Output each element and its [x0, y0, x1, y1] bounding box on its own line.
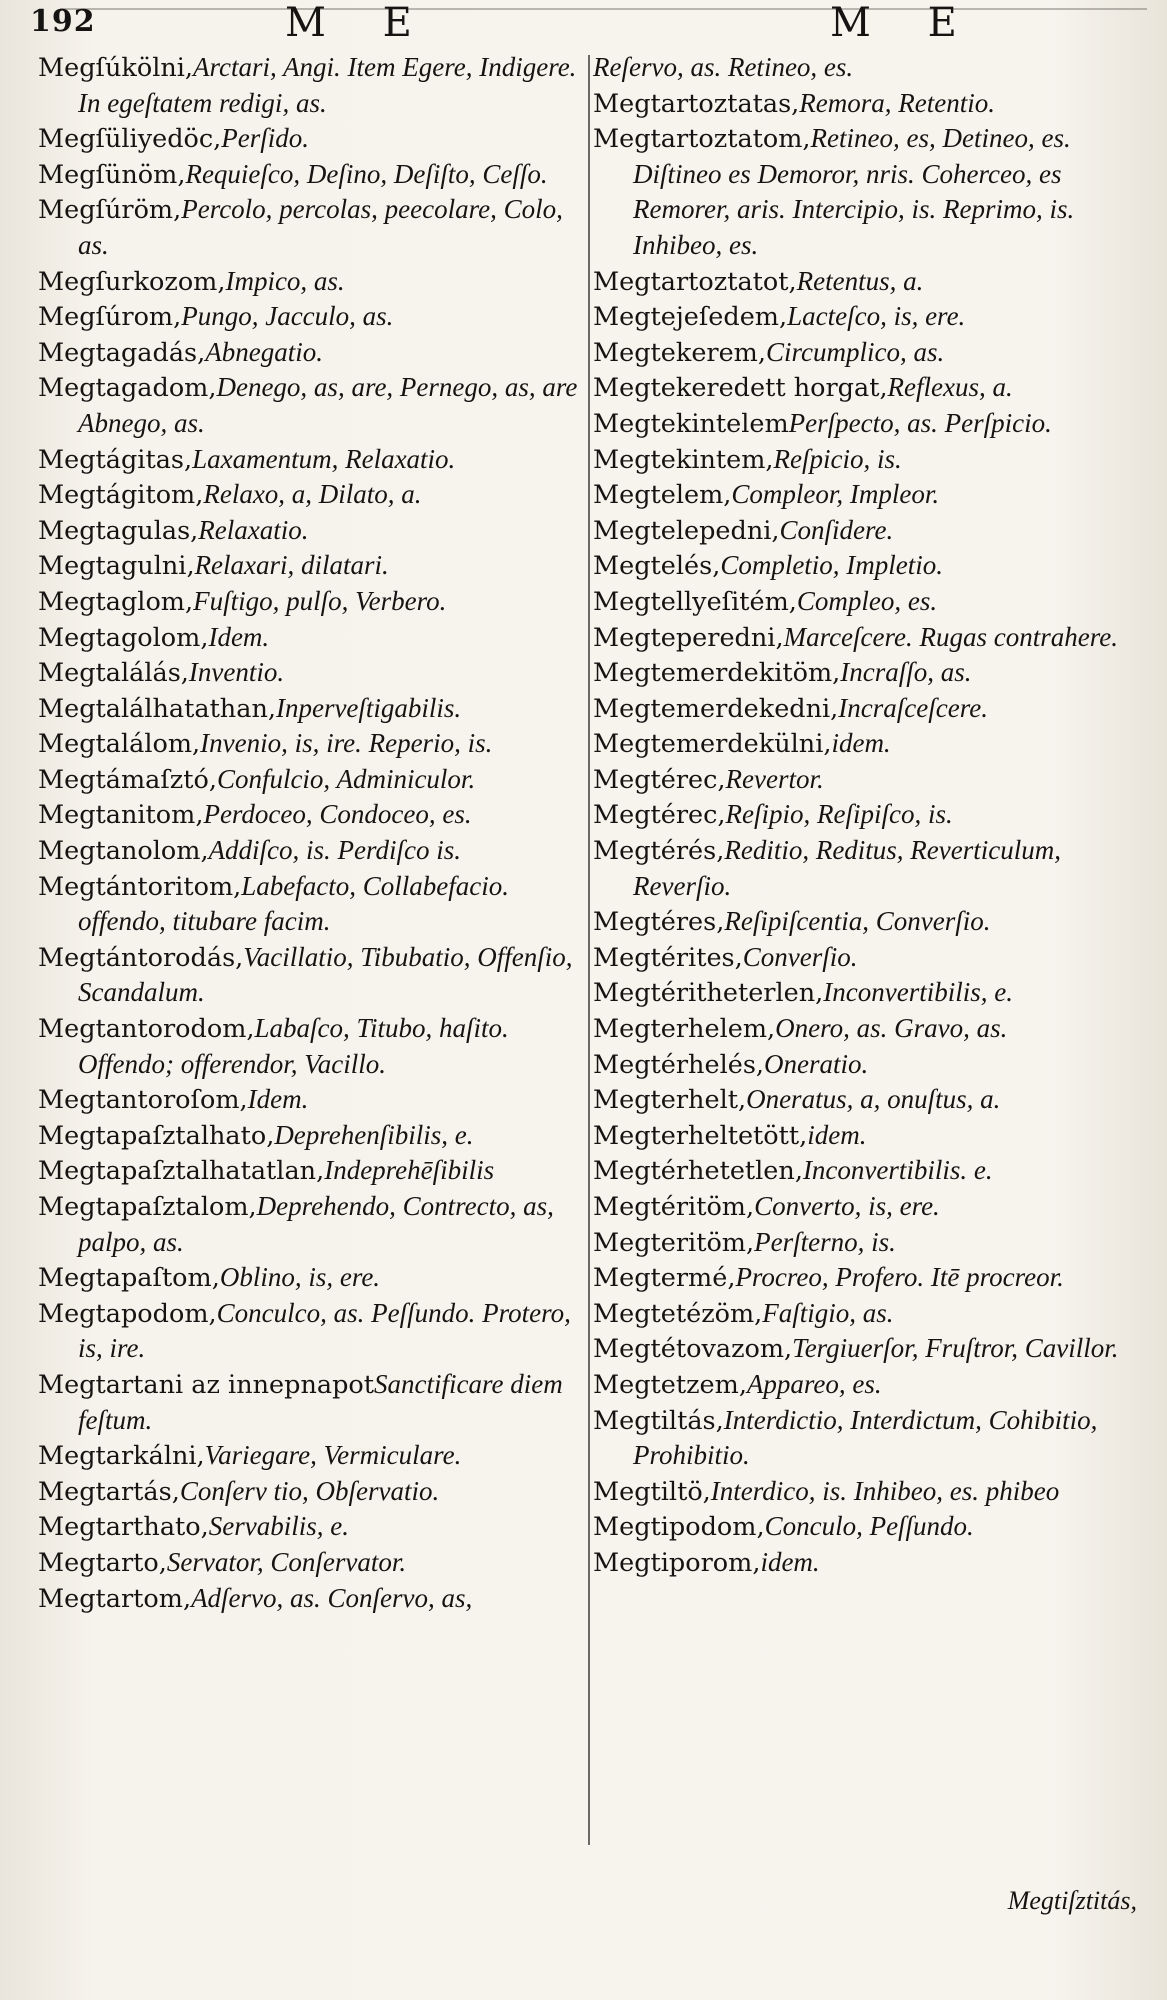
headword: Megtetzem, — [593, 1369, 747, 1400]
headword: Megtekeredett horgat, — [593, 373, 888, 404]
dictionary-entry — [593, 1082, 1153, 1118]
latin-definition: Impico, as. — [225, 265, 345, 296]
dictionary-entry — [38, 833, 590, 869]
headword: Megtapodom, — [38, 1298, 217, 1329]
latin-definition: Relaxari, dilatari. — [194, 550, 389, 581]
running-head-right: M E — [830, 0, 979, 46]
dictionary-entry — [593, 477, 1153, 513]
dictionary-entry — [38, 299, 590, 335]
dictionary-entry — [593, 1474, 1153, 1510]
dictionary-entry — [593, 691, 1153, 727]
latin-definition: Reſipiſcentia, Converſio. — [724, 906, 991, 937]
latin-definition: Fuſtigo, pulſo, Verbero. — [193, 585, 447, 616]
latin-definition: Inconvertibilis. e. — [802, 1155, 993, 1186]
dictionary-entry — [593, 620, 1153, 656]
dictionary-entry — [38, 335, 590, 371]
dictionary-entry — [38, 1474, 590, 1510]
latin-definition: Oblino, is, ere. — [219, 1262, 381, 1293]
dictionary-entry — [38, 1545, 590, 1581]
latin-definition: Deprehenſibilis, e. — [274, 1119, 474, 1150]
headword: Megtartani az innepnapot — [38, 1369, 375, 1400]
latin-definition: Marceſcere. Rugas contrahere. — [783, 621, 1118, 652]
latin-definition: Vacillatio, Tibubatio, Offenſio, Scandalum. — [78, 941, 573, 1008]
headword: Megtéritheterlen, — [593, 978, 824, 1009]
latin-definition: Remora, Retentio. — [799, 87, 995, 118]
dictionary-entry — [593, 655, 1153, 691]
latin-definition: idem. — [831, 728, 891, 759]
dictionary-entry — [593, 50, 1153, 86]
latin-definition: Deprehendo, Contrecto, as, palpo, as. — [78, 1191, 554, 1257]
latin-definition: Interdico, is. Inhibeo, es. phibeo — [710, 1475, 1060, 1506]
latin-definition: Percolo, percolas, peecolare, Colo, as. — [78, 194, 563, 260]
dictionary-entry — [593, 726, 1153, 762]
latin-definition: idem. — [760, 1546, 820, 1577]
running-head-left: M E — [285, 0, 434, 46]
latin-definition: Confulcio, Adminiculor. — [216, 763, 476, 794]
headword: Megtemerdekülni, — [593, 729, 832, 760]
latin-definition: Conculo, Peſſundo. — [764, 1511, 974, 1542]
headword: Megſünöm, — [38, 159, 186, 190]
latin-definition: Interdictio, Interdictum, Cohibitio, Prohibitio. — [633, 1404, 1098, 1471]
latin-definition: Oneratus, a, onuſtus, a. — [746, 1084, 1001, 1115]
dictionary-entry — [38, 584, 590, 620]
latin-definition: Revertor. — [725, 763, 824, 794]
dictionary-entry — [593, 370, 1153, 406]
latin-definition: Perſterno, is. — [754, 1226, 896, 1257]
dictionary-entry — [38, 620, 590, 656]
dictionary-entry — [593, 1260, 1153, 1296]
latin-definition: Laxamentum, Relaxatio. — [192, 443, 456, 474]
headword: Megtekerem, — [593, 337, 766, 368]
headword: Megtagulni, — [38, 551, 195, 582]
headword: Megtalálhatathan, — [38, 693, 276, 724]
headword: Megtarthato, — [38, 1512, 209, 1543]
dictionary-entry — [38, 655, 590, 691]
latin-definition: idem. — [807, 1119, 867, 1150]
latin-definition: Variegare, Vermiculare. — [204, 1440, 462, 1471]
dictionary-entry — [38, 121, 590, 157]
headword: Megtartom, — [38, 1583, 192, 1614]
dictionary-entry — [593, 1367, 1153, 1403]
headword: Megtántoritom, — [38, 871, 242, 902]
latin-definition: Incraſceſcere. — [838, 692, 988, 723]
dictionary-entry — [38, 1509, 590, 1545]
dictionary-entry — [593, 1296, 1153, 1332]
latin-definition: Reditio, Reditus, Reverticulum, Reverſio. — [633, 835, 1061, 901]
latin-definition: Lacteſco, is, ere. — [787, 301, 966, 332]
headword: Megſüliyedöc, — [38, 124, 222, 155]
headword: Megtiporom, — [593, 1547, 761, 1578]
headword: Megtágitas, — [38, 444, 193, 475]
dictionary-entry — [593, 1331, 1153, 1367]
headword: Megtantoroſom, — [38, 1085, 248, 1116]
latin-definition: Compleo, es. — [796, 585, 938, 616]
dictionary-entry — [38, 797, 590, 833]
dictionary-entry — [593, 1225, 1153, 1261]
dictionary-entry — [593, 442, 1153, 478]
latin-definition: Inperveſtigabilis. — [275, 692, 462, 723]
headword: Megtérec, — [593, 764, 726, 795]
dictionary-entry — [38, 548, 590, 584]
dictionary-entry — [593, 833, 1153, 904]
dictionary-entry — [593, 335, 1153, 371]
headword: Megtántorodás, — [38, 942, 244, 973]
latin-definition: Invenio, is, ire. Reperio, is. — [200, 728, 493, 759]
headword: Megtalálom, — [38, 729, 201, 760]
dictionary-entry — [593, 264, 1153, 300]
dictionary-entry — [593, 1047, 1153, 1083]
dictionary-entry — [38, 1260, 590, 1296]
dictionary-entry — [593, 1403, 1153, 1474]
latin-definition: Retineo, es, Detineo, es. Diſtineo es Demoror, nris. Coherceo, es Remorer, aris. Intercipio, is. Reprimo, is. Inhibeo, es. — [633, 123, 1075, 260]
headword: Megtejeſedem, — [593, 302, 788, 333]
dictionary-entry — [38, 940, 590, 1011]
latin-definition: Conſerv tio, Obſervatio. — [179, 1475, 440, 1506]
right-column — [593, 50, 1153, 1930]
dictionary-entry — [38, 1082, 590, 1118]
latin-definition: Converto, is, ere. — [754, 1191, 940, 1221]
dictionary-entry — [593, 299, 1153, 335]
latin-definition: Idem. — [247, 1084, 309, 1115]
latin-definition: Conculco, as. Peſſundo. Protero, is, ire. — [78, 1297, 571, 1364]
dictionary-entry — [38, 477, 590, 513]
dictionary-entry — [593, 762, 1153, 798]
headword: Megtartoztatas, — [593, 88, 800, 119]
dictionary-entry — [38, 1011, 590, 1082]
latin-definition: Reſipio, Reſipiſco, is. — [725, 799, 953, 830]
dictionary-entry — [38, 1438, 590, 1474]
headword: Megteperedni, — [593, 622, 784, 653]
headword: Megtetézöm, — [593, 1298, 763, 1329]
latin-definition: Oneratio. — [764, 1048, 869, 1079]
dictionary-entry — [38, 192, 590, 263]
latin-definition: Arctari, Angi. Item Egere, Indigere. In egeſtatem redigi, as. — [78, 52, 577, 118]
headword: Megtelés, — [593, 551, 721, 582]
headword: Megtiltö, — [593, 1476, 711, 1507]
latin-definition: Sanctificare diem feſtum. — [78, 1368, 563, 1435]
headword: Megſúkölni, — [38, 53, 194, 83]
latin-definition: Relaxo, a, Dilato, a. — [203, 479, 422, 510]
latin-definition: Incraſſo, as. — [840, 657, 972, 688]
latin-definition: Pungo, Jacculo, as. — [181, 301, 394, 332]
latin-definition: Perſpecto, as. Perſpicio. — [788, 407, 1052, 438]
latin-definition: Perdoceo, Condoceo, es. — [203, 799, 472, 830]
latin-definition: Abnegatio. — [205, 336, 323, 367]
headword: Megtekintem, — [593, 444, 774, 475]
headword: Megtartoztatom, — [593, 124, 811, 155]
latin-definition: Requieſco, Deſino, Deſiſto, Ceſſo. — [185, 158, 548, 189]
headword: Megtagulas, — [38, 515, 199, 546]
headword: Megtartoztatot, — [593, 266, 797, 297]
page-header — [0, 0, 1167, 48]
headword: Megtérites, — [593, 942, 743, 973]
dictionary-entry — [593, 406, 1153, 442]
headword: Megtérhelés, — [593, 1049, 765, 1080]
headword: Megtartás, — [38, 1476, 180, 1507]
latin-definition: Servabilis, e. — [208, 1511, 349, 1542]
latin-definition: Reflexus, a. — [887, 372, 1013, 403]
headword: Megtámaſztó, — [38, 764, 217, 795]
latin-definition: Labaſco, Titubo, haſito. Offendo; offerendor, Vacillo. — [78, 1013, 509, 1079]
headword: Megſúrom, — [38, 302, 182, 333]
latin-definition: Circumplico, as. — [765, 336, 945, 367]
dictionary-entry — [593, 1118, 1153, 1154]
headword: Megtekintelem — [593, 408, 789, 439]
headword: Megtarkálni, — [38, 1441, 205, 1472]
latin-definition: Faſtigio, as. — [762, 1297, 894, 1328]
dictionary-entry — [593, 1509, 1153, 1545]
latin-definition: Inventio. — [188, 657, 285, 688]
headword: Megtapaſztalhato, — [38, 1120, 275, 1151]
headword: Megtagolom, — [38, 622, 209, 653]
page-number: 192 — [30, 4, 96, 39]
latin-definition: Relaxatio. — [198, 514, 309, 545]
latin-definition: Labefacto, Collabefacio. offendo, titubare facim. — [78, 870, 509, 937]
catchword: Megtiſztitás, — [1007, 1886, 1137, 1915]
dictionary-entry — [38, 157, 590, 193]
dictionary-entry — [593, 86, 1153, 122]
latin-definition: Perſido. — [221, 123, 310, 154]
dictionary-entry — [38, 50, 590, 121]
headword: Megtéritöm, — [593, 1192, 755, 1222]
latin-definition: Appareo, es. — [746, 1368, 882, 1399]
latin-definition: Retentus, a. — [796, 265, 924, 296]
dictionary-entry — [38, 264, 590, 300]
dictionary-entry — [593, 1189, 1153, 1225]
latin-definition: Denego, as, are, Pernego, as, are Abnego, as. — [78, 372, 578, 438]
headword: Megtemerdekitöm, — [593, 658, 841, 689]
dictionary-entry — [593, 940, 1153, 976]
latin-definition: Inconvertibilis, e. — [823, 977, 1013, 1008]
headword: Megtapaſztalom, — [38, 1192, 257, 1222]
latin-definition: Completio, Impletio. — [720, 550, 944, 581]
headword: Megtéres, — [593, 907, 725, 938]
headword: Megtalálás, — [38, 658, 189, 689]
dictionary-entry — [593, 904, 1153, 940]
latin-definition: Reſervo, as. Retineo, es. — [593, 52, 854, 82]
headword: Megtemerdekedni, — [593, 693, 839, 724]
dictionary-entry — [593, 1011, 1153, 1047]
latin-definition: Servator, Conſervator. — [166, 1546, 407, 1577]
latin-definition: Compleor, Impleor. — [731, 479, 940, 510]
dictionary-entry — [38, 1367, 590, 1438]
headword: Megtermé, — [593, 1263, 736, 1294]
headword: Megtapaſtom, — [38, 1263, 220, 1294]
latin-definition: Idem. — [208, 621, 270, 652]
dictionary-entry — [593, 513, 1153, 549]
headword: Megterheltetött, — [593, 1120, 808, 1151]
column-divider — [588, 55, 590, 1845]
headword: Megtagadás, — [38, 337, 206, 368]
headword: Megtapaſztalhatatlan, — [38, 1156, 325, 1187]
latin-definition: Reſpicio, is. — [773, 443, 902, 474]
headword: Megtérec, — [593, 800, 726, 831]
dictionary-entry — [38, 442, 590, 478]
dictionary-entry — [38, 1153, 590, 1189]
dictionary-entry — [593, 121, 1153, 263]
headword: Megtétovazom, — [593, 1334, 793, 1365]
headword: Megtanolom, — [38, 836, 209, 867]
latin-definition: Adſervo, as. Conſervo, as, — [191, 1582, 473, 1613]
dictionary-entry — [38, 370, 590, 441]
headword: Megtipodom, — [593, 1512, 765, 1543]
dictionary-entry — [38, 762, 590, 798]
latin-definition: Procreo, Profero. Itē procreor. — [735, 1262, 1064, 1293]
header-rule — [60, 8, 1147, 10]
headword: Megtiltás, — [593, 1405, 724, 1436]
dictionary-entry — [38, 691, 590, 727]
headword: Megtágitom, — [38, 480, 204, 511]
dictionary-entry — [593, 548, 1153, 584]
latin-definition: Addiſco, is. Perdiſco is. — [208, 835, 462, 866]
headword: Megteritöm, — [593, 1227, 755, 1258]
dictionary-entry — [593, 1545, 1153, 1581]
latin-definition: Onero, as. Gravo, as. — [775, 1013, 1008, 1044]
headword: Megtérhetetlen, — [593, 1156, 803, 1187]
latin-definition: Indeprehēſibilis — [324, 1155, 495, 1186]
headword: Megterhelem, — [593, 1014, 776, 1045]
latin-definition: Conſidere. — [779, 514, 894, 545]
dictionary-entry — [593, 584, 1153, 620]
headword: Megtelepedni, — [593, 515, 780, 546]
dictionary-entry — [38, 1296, 590, 1367]
headword: Megtérés, — [593, 836, 725, 867]
headword: Megtaglom, — [38, 586, 194, 617]
left-column — [38, 50, 590, 1930]
headword: Megtagadom, — [38, 373, 217, 404]
dictionary-entry — [38, 1118, 590, 1154]
dictionary-entry — [38, 513, 590, 549]
dictionary-entry — [593, 797, 1153, 833]
dictionary-entry — [593, 1153, 1153, 1189]
dictionary-entry — [38, 1581, 590, 1617]
headword: Megterhelt, — [593, 1085, 747, 1116]
headword: Megſurkozom, — [38, 266, 226, 297]
latin-definition: Tergiuerſor, Fruſtror, Cavillor. — [792, 1333, 1119, 1364]
latin-definition: Converſio. — [742, 941, 858, 972]
headword: Megtantorodom, — [38, 1014, 255, 1045]
headword: Megtelem, — [593, 480, 732, 511]
dictionary-entry — [38, 1189, 590, 1260]
dictionary-entry — [38, 726, 590, 762]
dictionary-entry — [593, 975, 1153, 1011]
headword: Megtanitom, — [38, 800, 204, 831]
headword: Megſúröm, — [38, 195, 182, 226]
dictionary-entry — [38, 869, 590, 940]
headword: Megtellyeſitém, — [593, 586, 797, 617]
headword: Megtarto, — [38, 1547, 167, 1578]
